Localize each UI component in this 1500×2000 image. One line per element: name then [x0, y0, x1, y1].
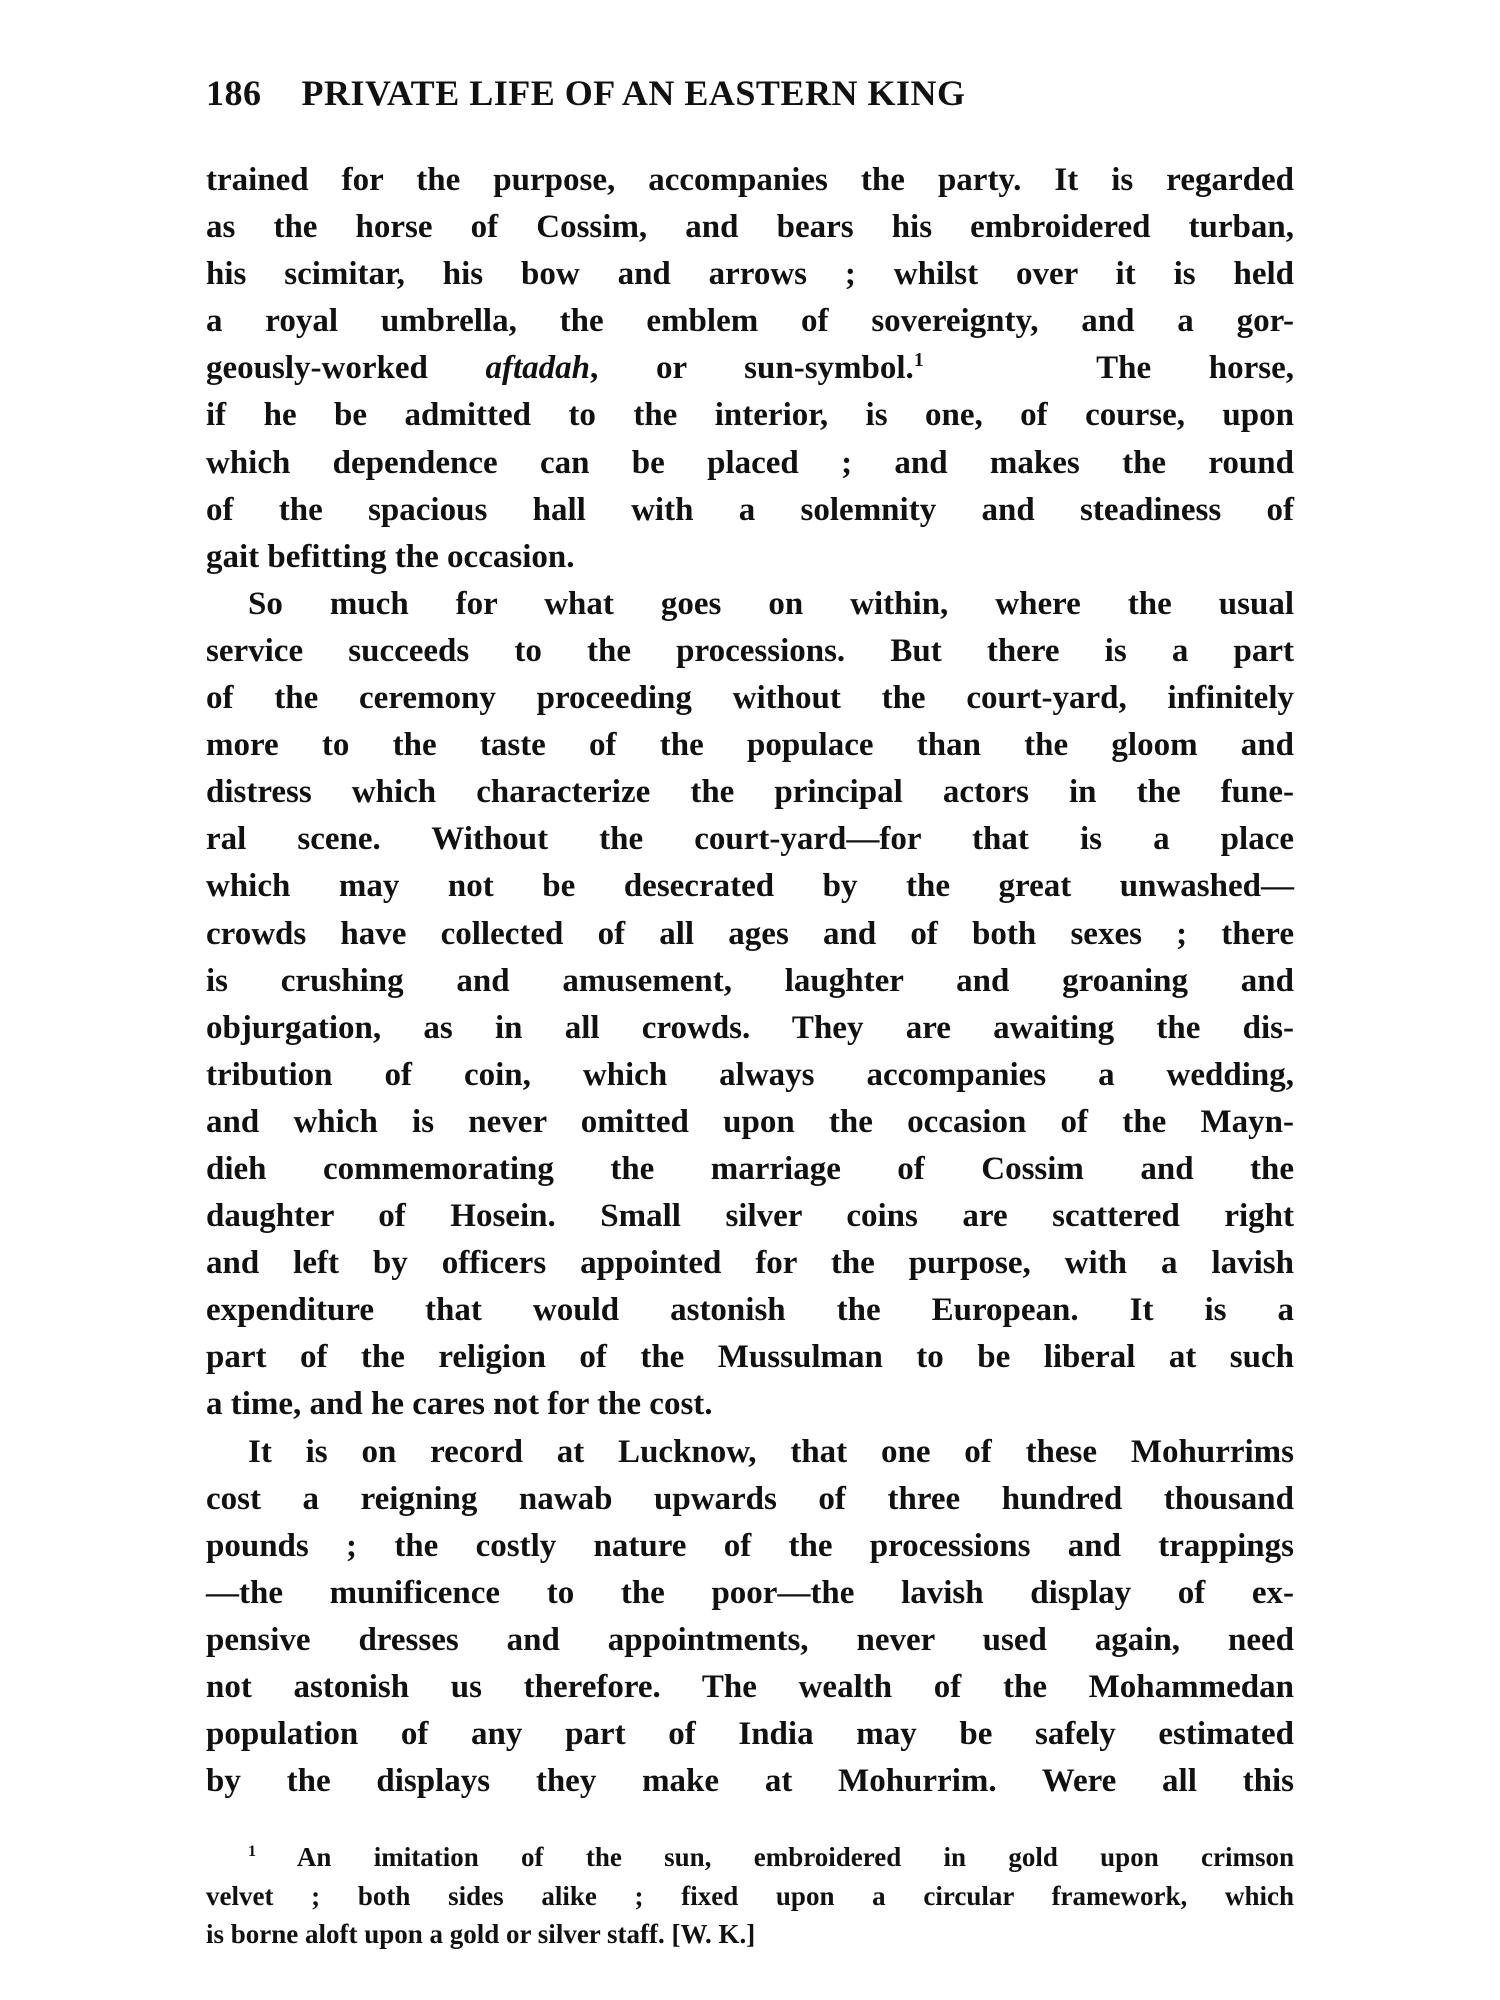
text-line: cost a reigning nawab upwards of three hundred thousand — [206, 1480, 1294, 1517]
text-line: of the ceremony proceeding without the court-yard, infinitely — [206, 680, 1294, 717]
body-text — [206, 157, 1294, 1805]
text-line: by the displays they make at Mohurrim. Were all this — [206, 1763, 1294, 1800]
text-line: —the munificence to the poor—the lavish display of ex- — [206, 1574, 1294, 1611]
text-line: ral scene. Without the court-yard—for that is a place — [206, 821, 1294, 858]
text-line: not astonish us therefore. The wealth of the Mohammedan — [206, 1669, 1294, 1705]
text-line: a royal umbrella, the emblem of sovereignty, and a gor- — [206, 303, 1294, 340]
text-line: trained for the purpose, accompanies the party. It is regarded — [206, 162, 1294, 198]
text-line: service succeeds to the processions. But there is a part — [206, 632, 1294, 669]
text-span: , or sun-symbol. — [590, 350, 914, 387]
text-line: It is on record at Lucknow, that one of these Mohurrims — [248, 1433, 1294, 1470]
text-line: dieh commemorating the marriage of Cossim and the — [206, 1150, 1294, 1187]
text-line: So much for what goes on within, where the usual — [248, 585, 1294, 622]
text-line: of the spacious hall with a solemnity and steadiness of — [206, 491, 1294, 528]
footnote-marker: 1 — [248, 1842, 257, 1860]
text-line: which dependence can be placed ; and makes the round — [206, 444, 1294, 481]
text-line — [206, 345, 1294, 392]
text-line: crowds have collected of all ages and of both sexes ; there — [206, 915, 1294, 952]
text-line: tribution of coin, which always accompanies a wedding, — [206, 1056, 1294, 1093]
footnote-line — [206, 1838, 1294, 1877]
text-line: is crushing and amusement, laughter and groaning and — [206, 962, 1294, 999]
footnote-ref: 1 — [913, 349, 924, 372]
text-line: part of the religion of the Mussulman to be liberal at such — [206, 1339, 1294, 1376]
text-line: daughter of Hosein. Small silver coins are scattered right — [206, 1198, 1294, 1235]
text-line: a time, and he cares not for the cost. — [206, 1386, 713, 1423]
text-line: and which is never omitted upon the occasion of the Mayn- — [206, 1103, 1294, 1140]
text-line: population of any part of India may be safely estimated — [206, 1716, 1294, 1753]
text-line: gait befitting the occasion. — [206, 538, 575, 575]
text-line: pounds ; the costly nature of the processions and trappings — [206, 1527, 1294, 1564]
running-header — [206, 72, 1296, 114]
text-line: and left by officers appointed for the purpose, with a lavish — [206, 1245, 1294, 1282]
text-line: as the horse of Cossim, and bears his embroidered turban, — [206, 209, 1294, 246]
text-line: more to the taste of the populace than the gloom and — [206, 727, 1294, 764]
page-number: 186 — [206, 73, 262, 113]
text-line: which may not be desecrated by the great unwashed— — [206, 868, 1294, 905]
italic-term: aftadah — [485, 350, 591, 387]
text-span: An imitation of the sun, embroidered in gold upon crimson — [296, 1842, 1294, 1872]
text-span: geously-worked — [206, 350, 428, 387]
text-line: distress which characterize the principal actors in the fune- — [206, 774, 1294, 811]
footnote — [206, 1838, 1294, 1954]
running-title: PRIVATE LIFE OF AN EASTERN KING — [301, 73, 966, 113]
text-line: if he be admitted to the interior, is one, of course, upon — [206, 397, 1294, 434]
text-line: his scimitar, his bow and arrows ; whilst over it is held — [206, 256, 1294, 293]
text-line: expenditure that would astonish the European. It is a — [206, 1292, 1294, 1329]
footnote-line: velvet ; both sides alike ; fixed upon a circular framework, which — [206, 1880, 1294, 1911]
footnote-line: is borne aloft upon a gold or silver staff. [W. K.] — [206, 1919, 756, 1949]
text-span: The horse, — [1096, 350, 1295, 387]
text-line: objurgation, as in all crowds. They are awaiting the dis- — [206, 1009, 1294, 1046]
text-line: pensive dresses and appointments, never used again, need — [206, 1621, 1294, 1658]
